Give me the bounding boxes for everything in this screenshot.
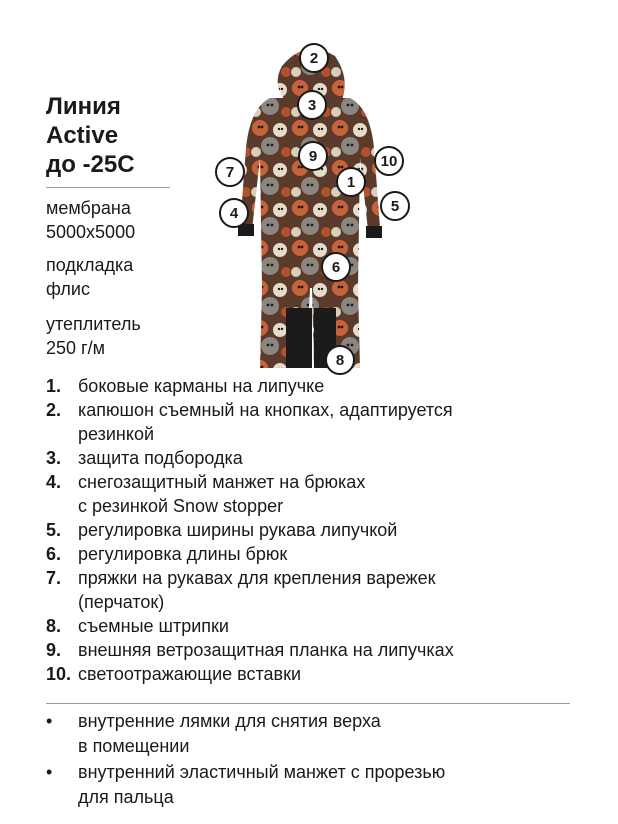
list-item <box>46 518 586 542</box>
bullet-icon: • <box>46 711 53 731</box>
list-item <box>46 662 586 686</box>
feature-text-line: пряжки на рукавах для крепления варежек <box>78 568 436 588</box>
list-item <box>46 760 586 810</box>
feature-text: съемные штрипки <box>78 616 229 636</box>
list-item <box>46 470 586 518</box>
feature-text <box>78 566 586 614</box>
spec-label: подкладка <box>46 255 134 275</box>
list-item <box>46 614 586 638</box>
feature-number: 1. <box>46 376 62 396</box>
title-divider <box>46 187 170 188</box>
title-line-1: Линия <box>46 93 121 120</box>
feature-number: 4. <box>46 472 62 492</box>
extra-text-continuation: для пальца <box>78 787 174 807</box>
feature-text: светоотражающие вставки <box>78 664 302 684</box>
bullet-icon: • <box>46 762 53 782</box>
callout-windproof-flap: 9 <box>298 141 328 171</box>
feature-number: 6. <box>46 544 62 564</box>
callout-leg-length: 6 <box>321 252 351 282</box>
title-line-3: до -25С <box>46 151 135 178</box>
extra-text <box>78 760 586 810</box>
feature-text-continuation: резинкой <box>78 424 155 444</box>
list-item <box>46 374 586 398</box>
spec-membrane <box>46 196 186 244</box>
feature-text-line: капюшон съемный на кнопках, адаптируется <box>78 400 453 420</box>
list-item <box>46 542 586 566</box>
spec-label: утеплитель <box>46 314 141 334</box>
feature-number: 3. <box>46 448 62 468</box>
spec-insulation <box>46 312 186 360</box>
extra-text-continuation: в помещении <box>78 736 190 756</box>
section-divider <box>46 703 570 704</box>
list-item <box>46 446 586 470</box>
spec-value: 250 г/м <box>46 338 105 358</box>
feature-number: 7. <box>46 568 62 588</box>
extra-features-list <box>46 709 586 811</box>
feature-list <box>46 374 586 686</box>
feature-text: боковые карманы на липучке <box>78 376 325 396</box>
spec-lining <box>46 253 186 301</box>
callout-chin-guard: 3 <box>297 90 327 120</box>
callout-stirrups: 8 <box>325 345 355 375</box>
extra-text-line: внутренние лямки для снятия верха <box>78 711 381 731</box>
extra-text-line: внутренний эластичный манжет с прорезью <box>78 762 446 782</box>
feature-text-continuation: (перчаток) <box>78 592 165 612</box>
callout-sleeve-width: 5 <box>380 191 410 221</box>
list-item <box>46 398 586 446</box>
list-item <box>46 566 586 614</box>
feature-number: 8. <box>46 616 62 636</box>
callout-side-pocket: 1 <box>336 167 366 197</box>
feature-text-line: снегозащитный манжет на брюках <box>78 472 366 492</box>
feature-text: регулировка длины брюк <box>78 544 288 564</box>
feature-number: 9. <box>46 640 62 660</box>
feature-text <box>78 470 586 518</box>
feature-number: 10. <box>46 664 72 684</box>
feature-text <box>78 398 586 446</box>
feature-number: 5. <box>46 520 62 540</box>
feature-number: 2. <box>46 400 62 420</box>
list-item <box>46 709 586 759</box>
feature-text: внешняя ветрозащитная планка на липучках <box>78 640 454 660</box>
feature-text-continuation: с резинкой Snow stopper <box>78 496 284 516</box>
callout-hood: 2 <box>299 43 329 73</box>
title-line-2: Active <box>46 122 119 149</box>
spec-value: флис <box>46 279 90 299</box>
feature-text: защита подбородка <box>78 448 243 468</box>
callout-sleeve-buckle: 7 <box>215 157 245 187</box>
product-line-title <box>46 92 196 179</box>
extra-text <box>78 709 586 759</box>
spec-value: 5000х5000 <box>46 222 136 242</box>
callout-reflective-inserts: 10 <box>374 146 404 176</box>
list-item <box>46 638 586 662</box>
callout-snow-cuff: 4 <box>219 198 249 228</box>
spec-label: мембрана <box>46 198 131 218</box>
feature-text: регулировка ширины рукава липучкой <box>78 520 398 540</box>
